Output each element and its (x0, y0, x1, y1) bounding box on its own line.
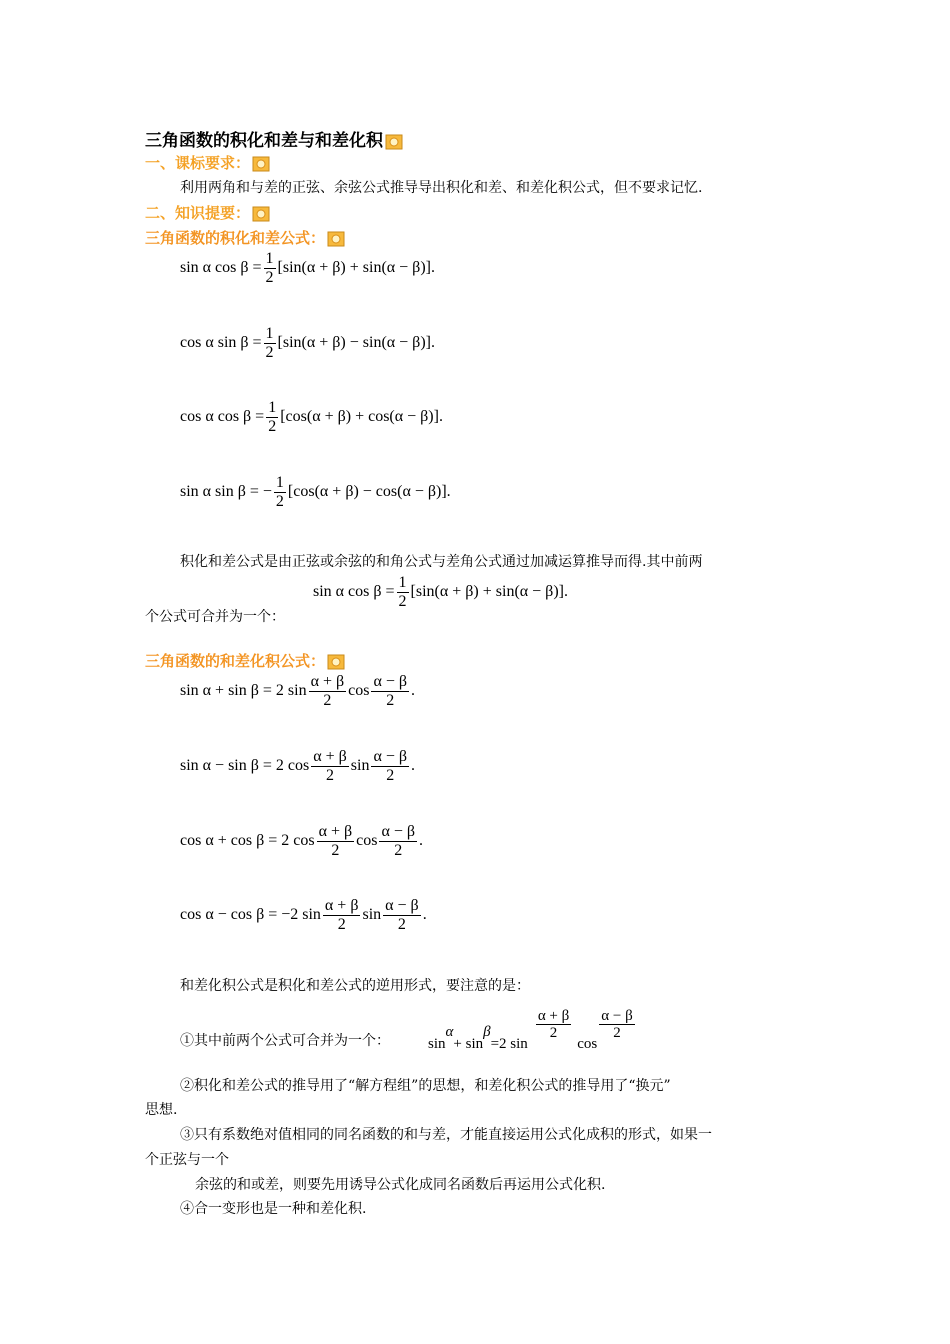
formula-product-to-sum-1: sin α cos β = $\frac{1}{2}$ [sin(α + β) + sin(α − β)]. (180, 250, 435, 286)
note-2-line: ②积化和差公式的推导用了“解方程组”的思想，和差化积公式的推导用了“换元” (180, 1078, 671, 1094)
fraction: $\frac{\alpha - \beta}{2}$ (373, 748, 408, 784)
fraction: $\frac{\alpha - \beta}{2}$ (385, 897, 419, 933)
subheading-product-to-sum: 三角函数的积化和差公式： (145, 227, 345, 248)
formula-sum-to-product-4: cos α − cos β = −2 sin $\frac{\alpha + \beta}{2}$ sin $\frac{\alpha - \beta}{2}$ . (180, 897, 427, 933)
note-3-line: ③只有系数绝对值相同的同名函数的和与差，才能直接运用公式化成积的形式，如果一 (180, 1127, 712, 1143)
fraction: $\frac{\alpha - \beta}{2}$ (601, 1007, 633, 1041)
note-4-line: ④合一变形也是一种和差化积. (180, 1201, 367, 1217)
requirements-text: 利用两角和与差的正弦、余弦公式推导导出积化和差、和差化积公式，但不要求记忆. (180, 180, 703, 196)
section-heading-requirements: 一、课标要求： (145, 152, 270, 173)
section-heading-knowledge: 二、知识提要： (145, 202, 270, 223)
fraction: $\frac{1}{2}$ (398, 574, 407, 610)
note-2-line: 思想. (145, 1102, 178, 1118)
note-3-line: 余弦的和或差，则要先用诱导公式化成同名函数后再运用公式化积. (195, 1177, 606, 1193)
fraction: $\frac{1}{2}$ (265, 325, 274, 361)
fraction: $\frac{\alpha + \beta}{2}$ (310, 673, 345, 709)
paragraph-line: 积化和差公式是由正弦或余弦的和角公式与差角公式通过加减运算推导而得.其中前两 (180, 554, 703, 570)
fraction: $\frac{\alpha + \beta}{2}$ (537, 1007, 570, 1041)
note-1-text: ①其中前两个公式可合并为一个： (180, 1033, 390, 1049)
fraction: $\frac{1}{2}$ (268, 399, 277, 435)
folder-icon[interactable] (327, 230, 345, 247)
formula-product-to-sum-3: cos α cos β = $\frac{1}{2}$ [cos(α + β) + cos(α − β)]. (180, 399, 443, 435)
formula-sum-to-product-2: sin α − sin β = 2 cos $\frac{\alpha + \beta}{2}$ sin $\frac{\alpha - \beta}{2}$ . (180, 748, 416, 784)
fraction: $\frac{1}{2}$ (265, 250, 274, 286)
folder-icon[interactable] (252, 205, 270, 222)
folder-icon[interactable] (252, 155, 270, 172)
fraction: $\frac{\alpha + \beta}{2}$ (313, 748, 347, 784)
fraction: $\frac{1}{2}$ (275, 474, 284, 510)
paragraph-line: 个公式可合并为一个： (145, 609, 285, 625)
subheading-sum-to-product: 三角函数的和差化积公式： (145, 650, 345, 671)
formula-product-to-sum-4: sin α sin β = − $\frac{1}{2}$ [cos(α + β) − cos(α − β)]. (180, 474, 451, 510)
note-3-line: 个正弦与一个 (145, 1152, 229, 1168)
fraction: $\frac{\alpha - \beta}{2}$ (381, 823, 415, 859)
folder-icon[interactable] (327, 653, 345, 670)
formula-sum-to-product-1: sin α + sin β = 2 sin $\frac{\alpha + \beta}{2}$ cos $\frac{\alpha - \beta}{2}$ . (180, 673, 416, 709)
formula-product-to-sum-2: cos α sin β = $\frac{1}{2}$ [sin(α + β) − sin(α − β)]. (180, 325, 435, 361)
fraction: $\frac{\alpha + \beta}{2}$ (324, 897, 359, 933)
formula-sum-to-product-3: cos α + cos β = 2 cos $\frac{\alpha + \beta}{2}$ cos $\frac{\alpha - \beta}{2}$ . (180, 823, 423, 859)
folder-icon[interactable] (385, 133, 403, 150)
page-title: 三角函数的积化和差与和差化积 (145, 126, 403, 151)
formula-combined-product: sin α cos β = $\frac{1}{2}$ [sin(α + β) + sin(α − β)]. (313, 574, 568, 610)
fraction: $\frac{\alpha - \beta}{2}$ (373, 673, 408, 709)
notes-intro: 和差化积公式是积化和差公式的逆用形式，要注意的是： (180, 978, 530, 994)
note-1-formula: sin α + sin β =2 sin $\frac{\alpha + \beta}{2}$ cos $\frac{\alpha - \beta}{2}$ (428, 1007, 633, 1052)
fraction: $\frac{\alpha + \beta}{2}$ (318, 823, 353, 859)
